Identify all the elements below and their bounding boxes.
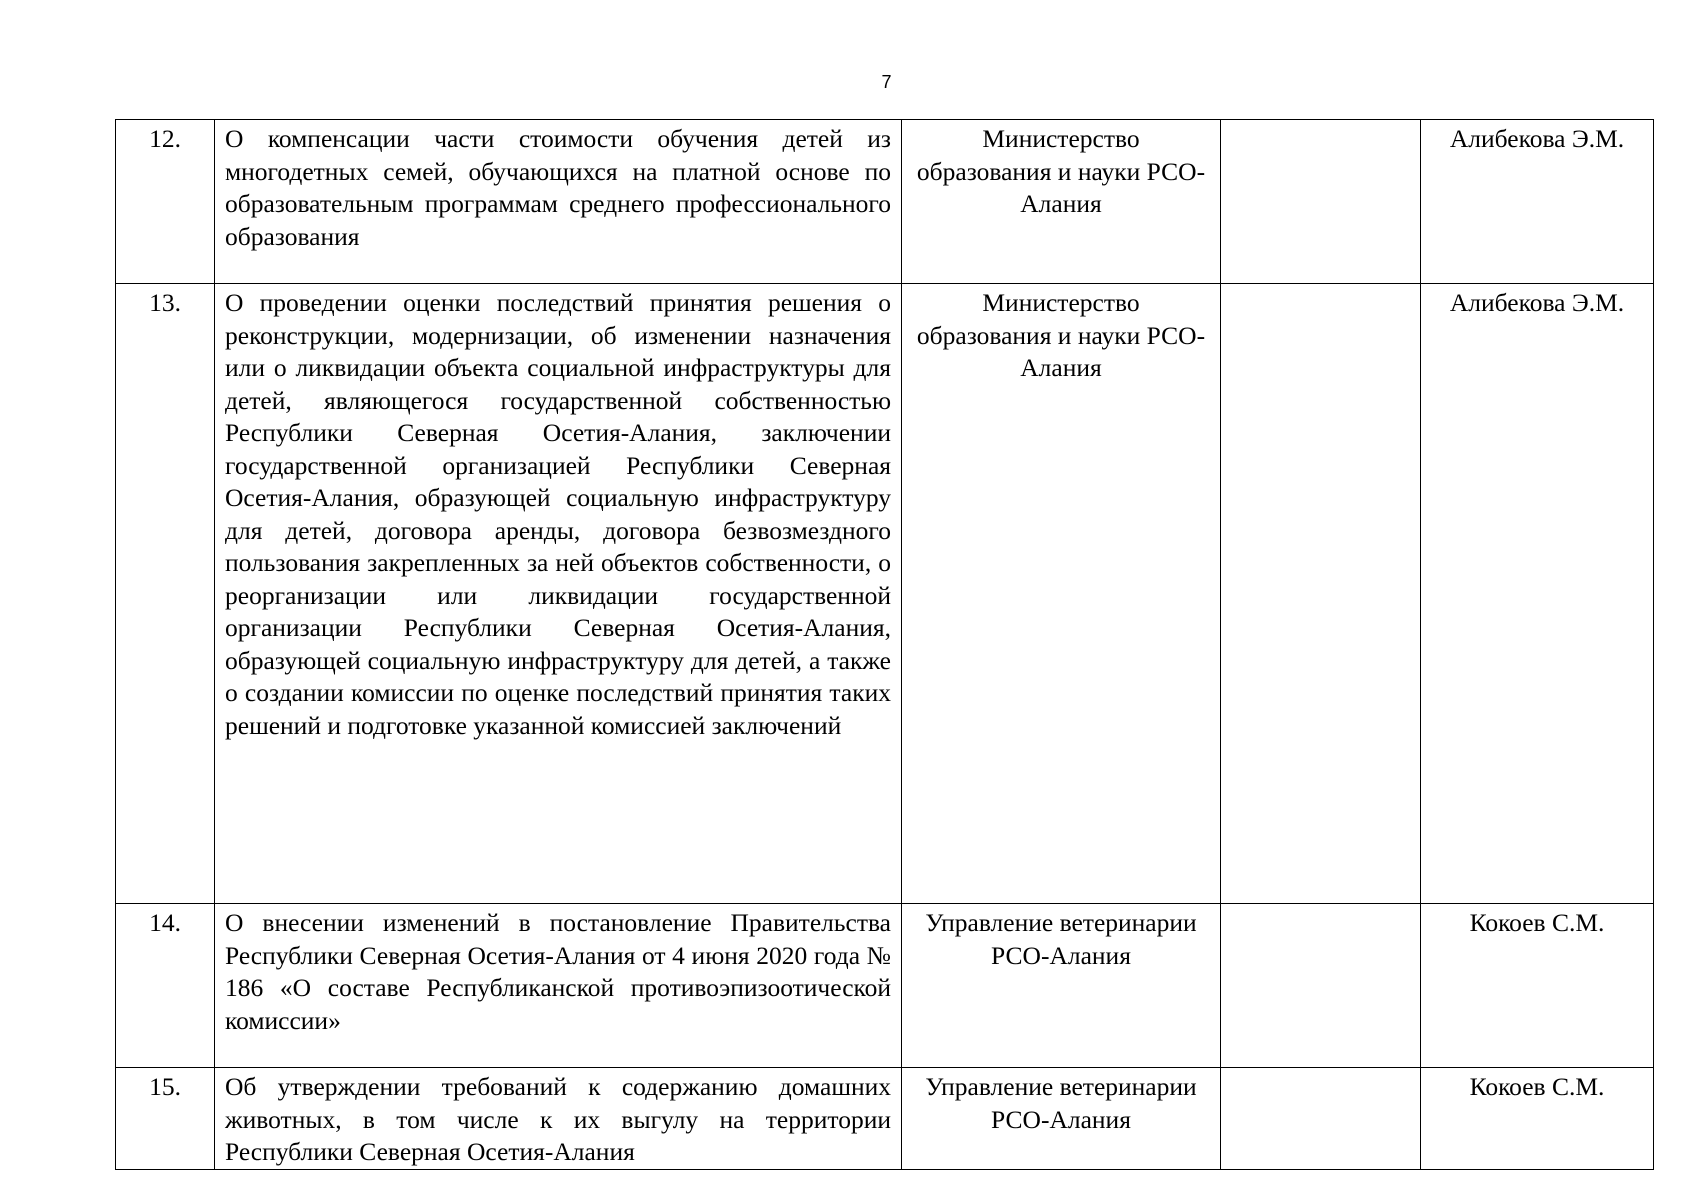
row-responsible-cell: Алибекова Э.М. xyxy=(1421,120,1654,284)
row-organization-cell: Министерство образования и науки РСО-Алания xyxy=(902,120,1221,284)
table-row xyxy=(116,284,1654,904)
row-number-cell: 12. xyxy=(116,120,215,284)
row-organization-cell: Управление ветеринарии РСО-Алания xyxy=(902,904,1221,1068)
row-responsible-cell: Кокоев С.М. xyxy=(1421,904,1654,1068)
table-row xyxy=(116,120,1654,284)
row-deadline-cell xyxy=(1221,284,1421,904)
row-deadline-cell xyxy=(1221,120,1421,284)
row-number-cell: 15. xyxy=(116,1068,215,1170)
row-deadline-cell xyxy=(1221,1068,1421,1170)
plan-table xyxy=(115,119,1654,1170)
table-row xyxy=(116,904,1654,1068)
row-title-cell: О компенсации части стоимости обучения детей из многодетных семей, обучающихся на платной основе по образовательным программам среднего профессионального образования xyxy=(215,120,902,284)
row-number-cell: 13. xyxy=(116,284,215,904)
row-title-cell: О внесении изменений в постановление Правительства Республики Северная Осетия-Алания от 4 июня 2020 года № 186 «О составе Республиканской противоэпизоотической комиссии» xyxy=(215,904,902,1068)
table-row xyxy=(116,1068,1654,1170)
row-number-cell: 14. xyxy=(116,904,215,1068)
row-title-cell: Об утверждении требований к содержанию домашних животных, в том числе к их выгулу на территории Республики Северная Осетия-Алания xyxy=(215,1068,902,1170)
row-responsible-cell: Кокоев С.М. xyxy=(1421,1068,1654,1170)
row-responsible-cell: Алибекова Э.М. xyxy=(1421,284,1654,904)
row-deadline-cell xyxy=(1221,904,1421,1068)
row-organization-cell: Министерство образования и науки РСО-Алания xyxy=(902,284,1221,904)
row-title-cell: О проведении оценки последствий принятия решения о реконструкции, модернизации, об изменении назначения или о ликвидации объекта социальной инфраструктуры для детей, являющегося государственной собственностью Республики Северная Осетия-Алания, заключении государственной организацией Республики Северная Осетия-Алания, образующей социальную инфраструктуру для детей, договора аренды, договора безвозмездного пользования закрепленных за ней объектов собственности, о реорганизации или ликвидации государственной организации Республики Северная Осетия-Алания, образующей социальную инфраструктуру для детей, а также о создании комиссии по оценке последствий принятия таких решений и подготовке указанной комиссией заключений xyxy=(215,284,902,904)
page-number: 7 xyxy=(881,72,892,92)
row-organization-cell: Управление ветеринарии РСО-Алания xyxy=(902,1068,1221,1170)
